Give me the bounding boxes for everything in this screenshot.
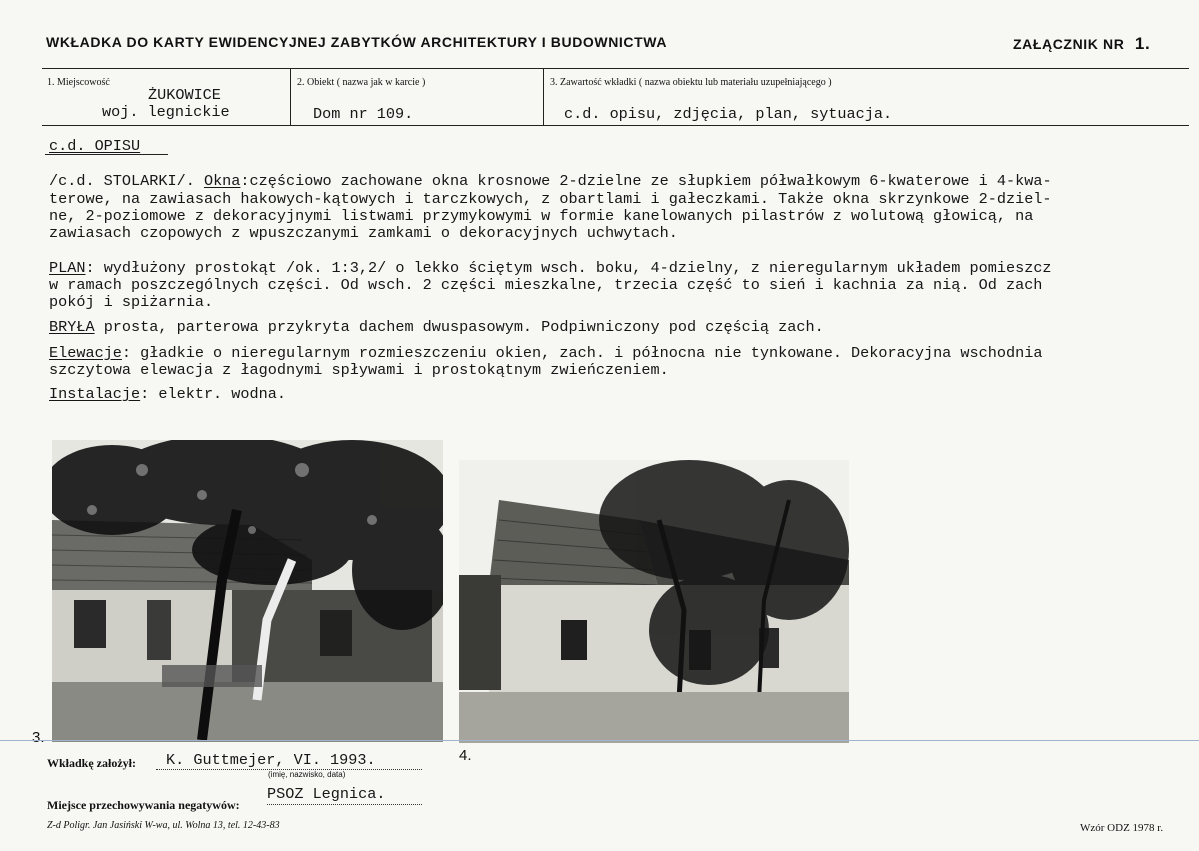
p1-line-1 xyxy=(49,172,1052,190)
form-title: WKŁADKA DO KARTY EWIDENCYJNEJ ZABYTKÓW ARCHITEKTURY I BUDOWNICTWA xyxy=(46,34,668,50)
photo-house-front xyxy=(52,440,443,742)
column-divider-2 xyxy=(543,68,544,125)
photo-house-front-image xyxy=(52,440,443,742)
p2-key: PLAN xyxy=(49,259,86,277)
attachment-number: 1. xyxy=(1134,34,1151,53)
p4-line-1 xyxy=(49,344,1042,362)
column-divider-1 xyxy=(290,68,291,125)
p1-line-4: zawiasach czopowych z wpuszczanymi zamkami o dekoracyjnych uchwytach. xyxy=(49,224,678,242)
p1-rest: :częściowo zachowane okna krosnowe 2-dzielne ze słupkiem półwałkowym 6-kwaterowe i 4-kwa- xyxy=(240,172,1052,190)
p5-key: Instalacje xyxy=(49,385,141,403)
place-label: 1. Miejscowość xyxy=(47,77,110,88)
photo2-number: 4. xyxy=(459,747,472,764)
photo-house-side-image xyxy=(459,460,849,743)
form-model: Wzór ODZ 1978 r. xyxy=(1080,822,1164,834)
p3-key: BRYŁA xyxy=(49,318,95,336)
p2-line-2: w ramach poszczególnych części. Od wsch. 2 części mieszkalne, trzecia część to sień i kachnia za nią. Od zach xyxy=(49,276,1043,294)
object-label: 2. Obiekt ( nazwa jak w karcie ) xyxy=(297,77,426,88)
place-value: ŻUKOWICE xyxy=(148,86,221,104)
p3-rest: prosta, parterowa przykryta dachem dwuspasowym. Podpiwniczony pod częścią zach. xyxy=(94,318,824,336)
content-value: c.d. opisu, zdjęcia, plan, sytuacja. xyxy=(564,105,893,123)
p5-rest: : elektr. wodna. xyxy=(140,385,286,403)
p1-line-3: ne, 2-poziomowe z dekoracyjnymi listwami przymykowymi w formie kanelowanych pilastrów z wolutową głowicą, na xyxy=(49,207,1034,225)
p4-line-2: szczytowa elewacja z łagodnymi spływami i prostokątnym zwieńczeniem. xyxy=(49,361,669,379)
blue-fold-line xyxy=(0,740,1199,741)
negatives-value: PSOZ Legnica. xyxy=(267,785,386,803)
object-value: Dom nr 109. xyxy=(313,105,414,123)
author-label: Wkładkę założył: xyxy=(47,756,136,770)
p3-line xyxy=(49,318,824,336)
voivodeship-value: woj. legnickie xyxy=(102,103,230,121)
photo-house-side xyxy=(459,460,849,743)
p2-line-1 xyxy=(49,259,1052,277)
p1-key: Okna xyxy=(203,172,241,190)
negatives-dotted-line xyxy=(267,803,422,805)
p1-prefix: /c.d. STOLARKI/. xyxy=(49,172,204,190)
author-hint: (imię, nazwisko, data) xyxy=(268,770,346,779)
p1-line-2: terowe, na zawiasach hakowych-kątowych i tarczkowych, z obartlami i gałeczkami. Także okna skrzynkowe 2-dziel- xyxy=(49,190,1052,208)
attachment-text: ZAŁĄCZNIK NR xyxy=(1013,36,1125,52)
section-title: c.d. OPISU xyxy=(49,137,141,155)
author-value: K. Guttmejer, VI. 1993. xyxy=(166,751,376,769)
p5-line xyxy=(49,385,286,403)
author-value-line xyxy=(156,751,422,770)
p2-rest: : wydłużony prostokąt /ok. 1:3,2/ o lekko ściętym wsch. boku, 4-dzielny, z nieregularnym układem pomieszcz xyxy=(85,259,1052,277)
content-label: 3. Zawartość wkładki ( nazwa obiektu lub materiału uzupełniającego ) xyxy=(550,77,832,88)
table-top-rule xyxy=(42,68,1189,69)
p4-rest: : gładkie o nieregularnym rozmieszczeniu okien, zach. i północna nie tynkowane. Dekoracyjna wschodnia xyxy=(121,344,1043,362)
section-title-rule xyxy=(45,154,168,155)
negatives-label: Miejsce przechowywania negatywów: xyxy=(47,798,240,812)
p2-line-3: pokój i spiżarnia. xyxy=(49,293,214,311)
printer-info: Z-d Poligr. Jan Jasiński W-wa, ul. Wolna 13, tel. 12-43-83 xyxy=(47,820,280,831)
photo1-number: 3. xyxy=(32,729,45,746)
table-bottom-rule xyxy=(42,125,1189,126)
p4-key: Elewacje xyxy=(49,344,122,362)
attachment-label xyxy=(1013,34,1150,54)
